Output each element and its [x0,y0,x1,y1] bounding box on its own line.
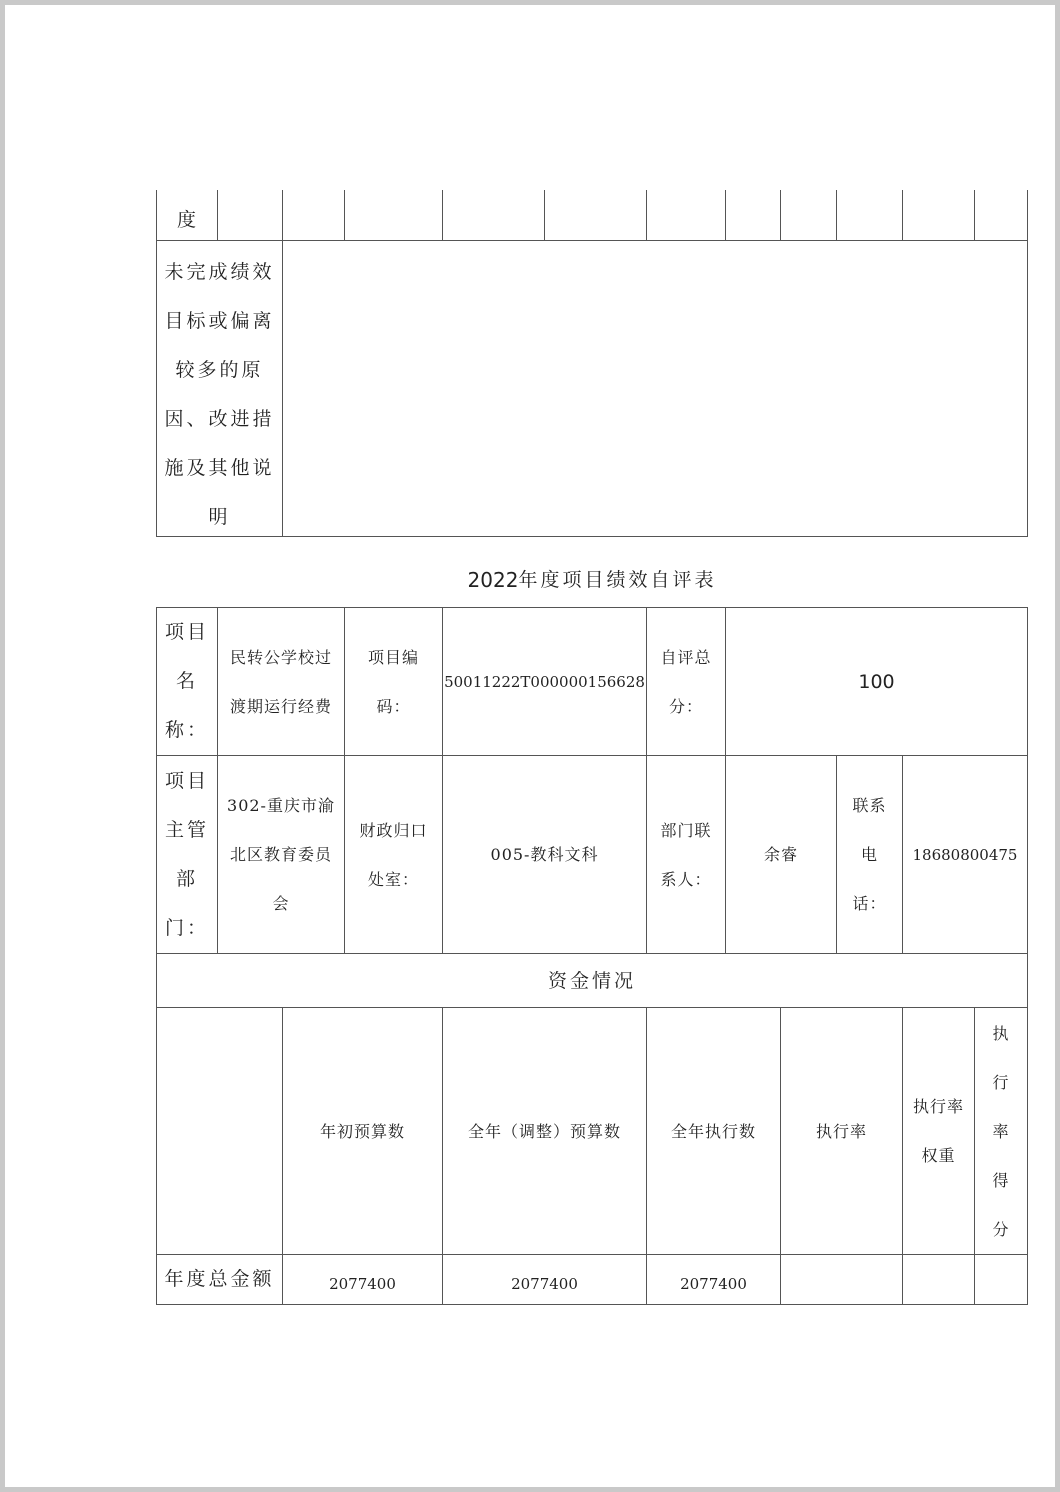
contact-label: 部门联 系人： [660,820,712,889]
note-label: 未完成绩效 目标或偏离 较多的原 因、改进措 施及其他说 明 [164,261,275,528]
office-value: 005-教科文科 [490,845,599,864]
contact-value: 余睿 [763,845,798,864]
dept-value: 302-重庆市渝 北区教育委员 会 [227,796,335,913]
project-code-label: 项目编 码： [367,647,419,716]
dept-label: 项目 主管 部 门： [164,769,209,939]
row-tail-label: 度 [177,208,200,231]
office-label: 财政归口 处室： [359,820,428,889]
score-value: 100 [858,670,895,693]
title-year: 2022 [467,568,519,592]
funds-header-blank [157,1008,282,1254]
note-content [283,241,1027,536]
project-code-value: 50011222T000000156628 [444,672,645,691]
adjusted-budget-value: 2077400 [511,1274,578,1293]
project-name-value: 民转公学校过 渡期运行经费 [229,647,332,716]
score-label: 自评总 分： [660,647,712,716]
header-rate-score: 执 行 率 得 分 [992,1023,1010,1239]
phone-label: 联系 电 话： [852,796,887,913]
header-rate-weight: 执行率 权重 [912,1097,964,1165]
row-label: 年度总金额 [164,1268,275,1290]
document-page [5,5,1055,1487]
header-adjusted-budget: 全年（调整）预算数 [467,1121,621,1141]
initial-budget-value: 2077400 [329,1274,396,1293]
execution-rate-value [781,1255,902,1304]
executed-value: 2077400 [680,1274,747,1293]
phone-value: 18680800475 [912,845,1018,864]
rate-score-value [975,1255,1027,1304]
header-initial-budget: 年初预算数 [319,1121,405,1141]
rate-weight-value [903,1255,974,1304]
funds-section-title: 资金情况 [547,969,636,992]
project-name-label: 项目 名 称： [164,621,209,741]
header-execution-rate: 执行率 [815,1121,867,1141]
title-text: 年度项目绩效自评表 [518,569,717,591]
table-title [156,563,1028,597]
header-executed: 全年执行数 [670,1121,756,1141]
